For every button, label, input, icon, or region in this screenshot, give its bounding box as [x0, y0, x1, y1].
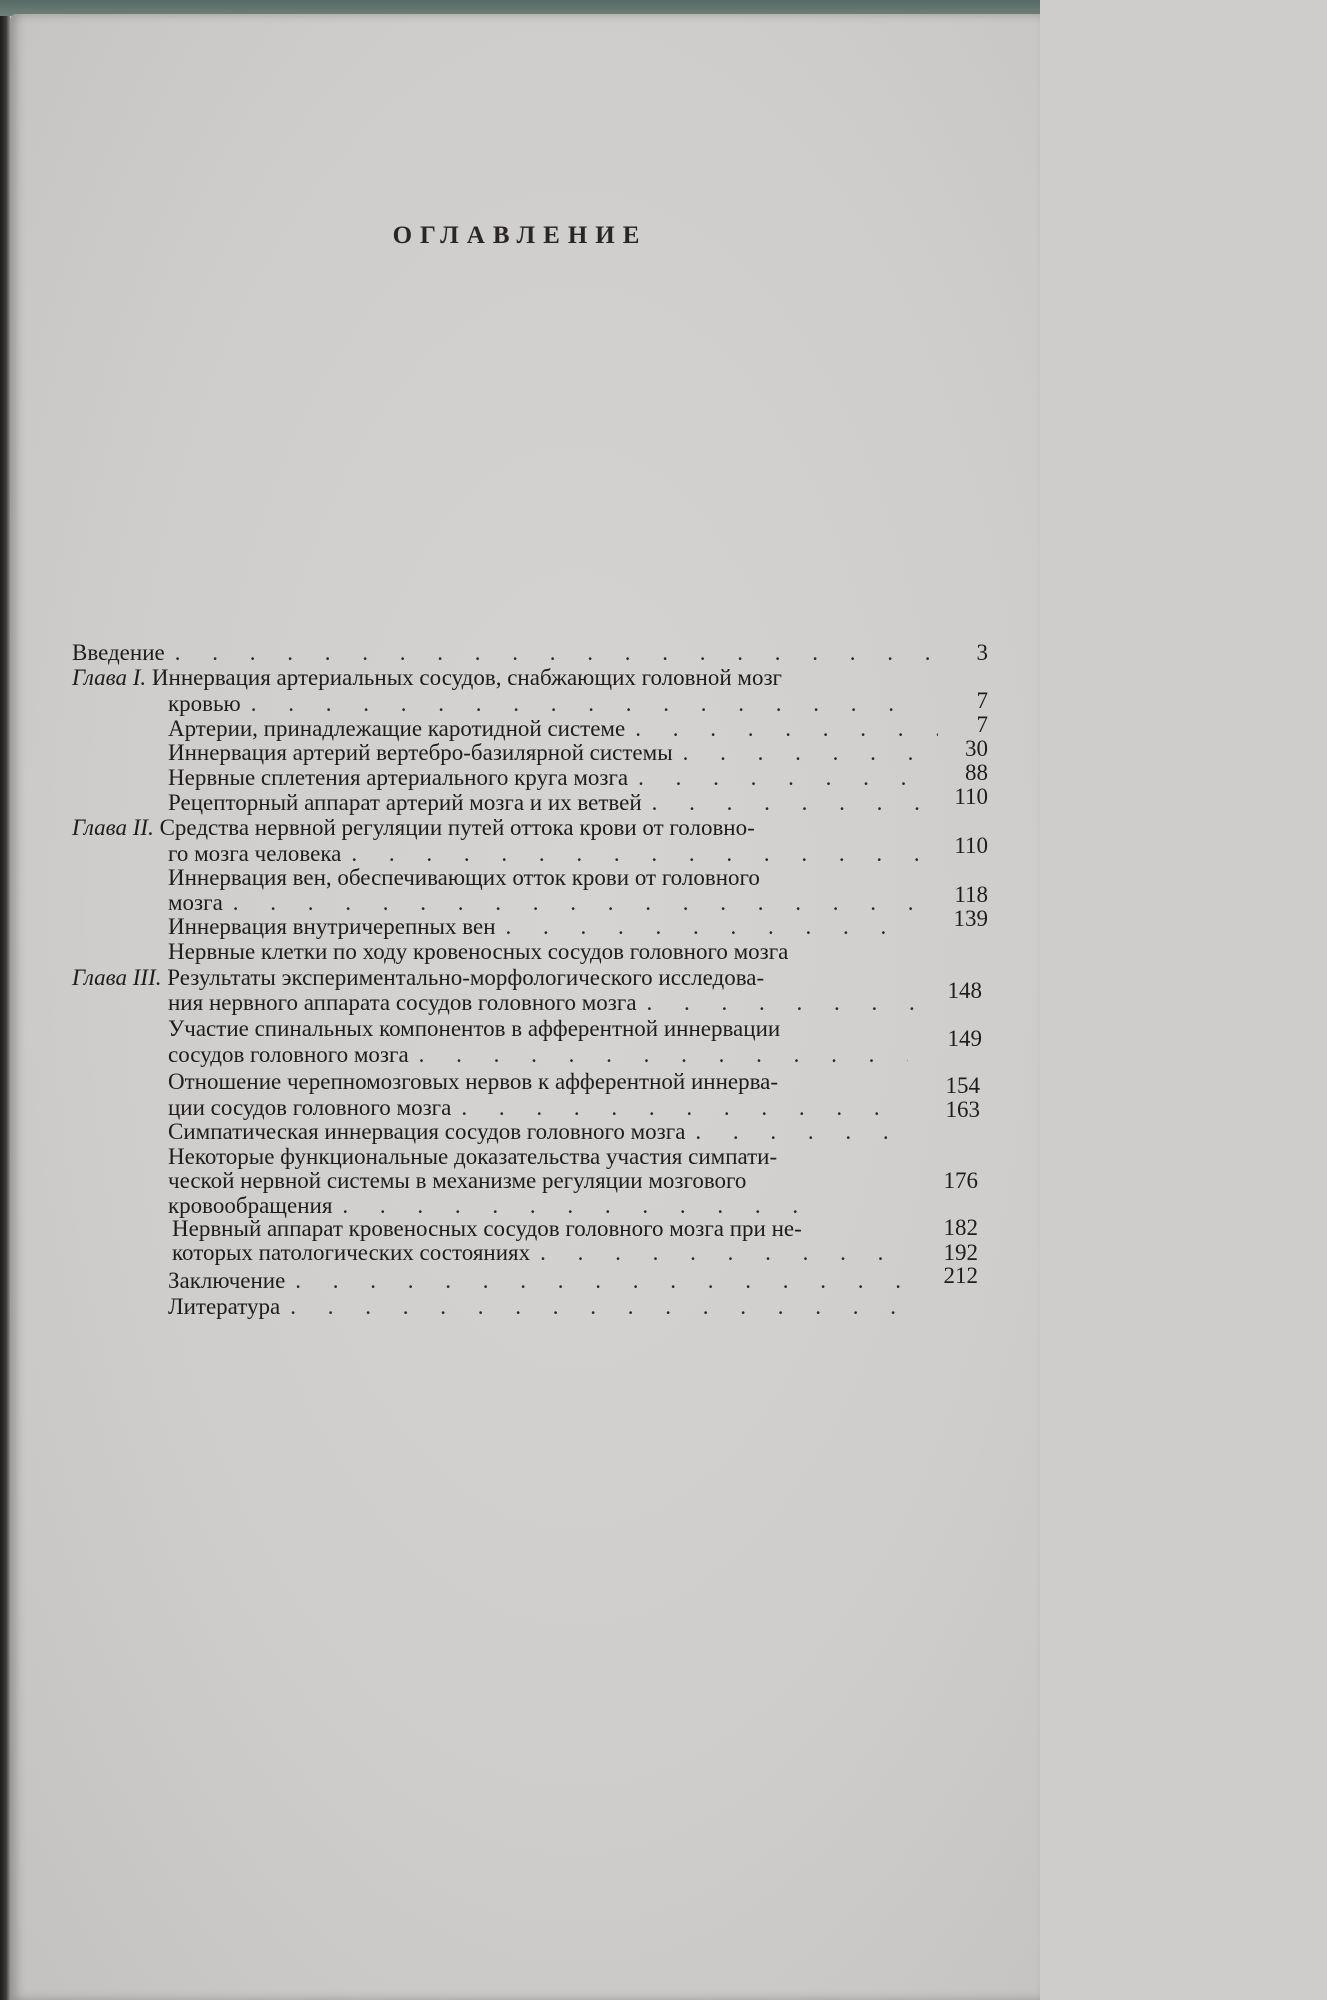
page-number: 139 — [953, 906, 988, 931]
toc-entry-chapter-1-cont — [168, 691, 918, 717]
toc-entry-chapter-1 — [72, 665, 932, 691]
page-number: 149 — [947, 1026, 982, 1051]
toc-entry-pathology-cont — [172, 1240, 912, 1266]
toc-entry-sympathetic — [168, 1119, 908, 1145]
toc-entry-label: го мозга человека — [168, 841, 342, 866]
toc-entry-label: Артерии, принадлежащие каротидной системе — [168, 716, 626, 741]
dot-leader — [506, 914, 918, 940]
page-number: 3 — [976, 640, 988, 665]
toc-entry-label: Иннервация артериальных сосудов, снабжающих головной мозг — [146, 665, 782, 690]
toc-entry-intracranial-veins — [168, 914, 918, 940]
page-number: 212 — [943, 1263, 978, 1288]
toc-entry-carotid — [168, 716, 938, 742]
dot-leader — [647, 990, 918, 1016]
toc-entry-label: кровью — [168, 691, 241, 716]
toc-entry-label: Иннервация артерий вертебро-базилярной системы — [168, 740, 673, 765]
toc-entry-label: Иннервация вен, обеспечивающих отток крови от головного — [168, 865, 760, 890]
page-number: 7 — [976, 712, 988, 737]
dot-leader — [461, 1095, 908, 1121]
chapter-prefix: Глава II. — [72, 815, 154, 840]
toc-entry-label: Нервные клетки по ходу кровеносных сосудов головного мозга — [168, 939, 789, 964]
toc-entry-label: Нервный аппарат кровеносных сосудов головного мозга при не- — [172, 1216, 802, 1241]
toc-entry-label: Введение — [72, 640, 165, 665]
toc-entry-spinal-cont — [168, 1042, 908, 1068]
dot-leader — [540, 1240, 912, 1266]
dot-leader — [351, 841, 918, 867]
toc-entry-label: ции сосудов головного мозга — [168, 1095, 452, 1120]
chapter-prefix: Глава III. — [72, 965, 162, 990]
toc-entry-label: Симпатическая иннервация сосудов головного мозга — [168, 1119, 686, 1144]
dot-leader — [233, 890, 918, 916]
dot-leader — [295, 1268, 908, 1294]
dot-leader — [683, 740, 938, 766]
toc-entry-label: Участие спинальных компонентов в афферентной иннервации — [168, 1016, 781, 1041]
toc-entry-introduction — [72, 640, 932, 666]
toc-entry-spinal — [168, 1016, 928, 1042]
toc-entry-label: которых патологических состояниях — [172, 1240, 531, 1265]
dot-leader — [175, 640, 932, 666]
toc-entry-label: Заключение — [168, 1268, 286, 1293]
page-number: 148 — [947, 978, 982, 1003]
toc-entry-label: Литература — [168, 1294, 281, 1319]
toc-entry-functional — [168, 1144, 928, 1170]
toc-entry-label: кровообращения — [168, 1193, 333, 1218]
toc-entry-label: Отношение черепномозговых нервов к афферентной иннерва- — [168, 1069, 779, 1094]
page-number: 88 — [965, 760, 988, 785]
dot-leader — [251, 691, 918, 717]
toc-entry-cranial — [168, 1069, 928, 1095]
toc-entry-literature — [168, 1294, 908, 1320]
toc-entry-veins-outflow-cont — [168, 890, 918, 916]
toc-entry-label: Нервные сплетения артериального круга мозга — [168, 765, 629, 790]
toc-entry-label: Иннервация внутричерепных вен — [168, 914, 496, 939]
toc-entry-plexus — [168, 765, 938, 791]
toc-entry-label: Результаты экспериментально-морфологического исследова- — [161, 965, 765, 990]
chapter-prefix: Глава I. — [72, 665, 147, 690]
dot-leader — [635, 716, 938, 742]
page-number: 110 — [954, 833, 988, 858]
toc-entry-nerve-cells — [168, 939, 948, 965]
toc-entry-chapter-3 — [72, 965, 932, 991]
page-number: 110 — [954, 784, 988, 809]
toc-entry-label: Рецепторный аппарат артерий мозга и их ветвей — [168, 790, 642, 815]
page-number: 182 — [943, 1215, 978, 1240]
page-number: 163 — [945, 1097, 980, 1122]
dot-leader — [695, 1119, 908, 1145]
page-number: 176 — [943, 1168, 978, 1193]
dot-leader — [652, 790, 938, 816]
page-number: 118 — [954, 882, 988, 907]
dot-leader — [290, 1294, 908, 1320]
dot-leader — [419, 1042, 908, 1068]
page-title: ОГЛАВЛЕНИЕ — [392, 222, 648, 249]
page-number: 7 — [976, 688, 988, 713]
toc-entry-receptor — [168, 790, 938, 816]
page-number: 192 — [943, 1240, 978, 1265]
toc-entry-pathology — [172, 1216, 932, 1242]
toc-entry-chapter-2 — [72, 815, 932, 841]
dot-leader — [638, 765, 938, 791]
toc-entry-cranial-cont — [168, 1095, 908, 1121]
toc-entry-label: сосудов головного мозга — [168, 1042, 409, 1067]
toc-entry-label: ния нервного аппарата сосудов головного мозга — [168, 990, 637, 1015]
toc-entry-label: Средства нервной регуляции путей оттока крови от головно- — [153, 815, 755, 840]
toc-entry-functional-cont-1 — [168, 1168, 928, 1194]
toc-entry-chapter-3-cont — [168, 990, 918, 1016]
toc-entry-vertebro — [168, 740, 938, 766]
toc-entry-label: Некоторые функциональные доказательства участия симпати- — [168, 1144, 778, 1169]
toc-entry-label: ческой нервной системы в механизме регуляции мозгового — [168, 1168, 747, 1193]
toc-entry-label: мозга — [168, 890, 223, 915]
toc-entry-chapter-2-cont — [168, 841, 918, 867]
page-number: 30 — [965, 736, 988, 761]
toc-entry-veins-outflow — [168, 865, 928, 891]
page-number: 154 — [945, 1073, 980, 1098]
toc-entry-conclusion — [168, 1268, 908, 1294]
